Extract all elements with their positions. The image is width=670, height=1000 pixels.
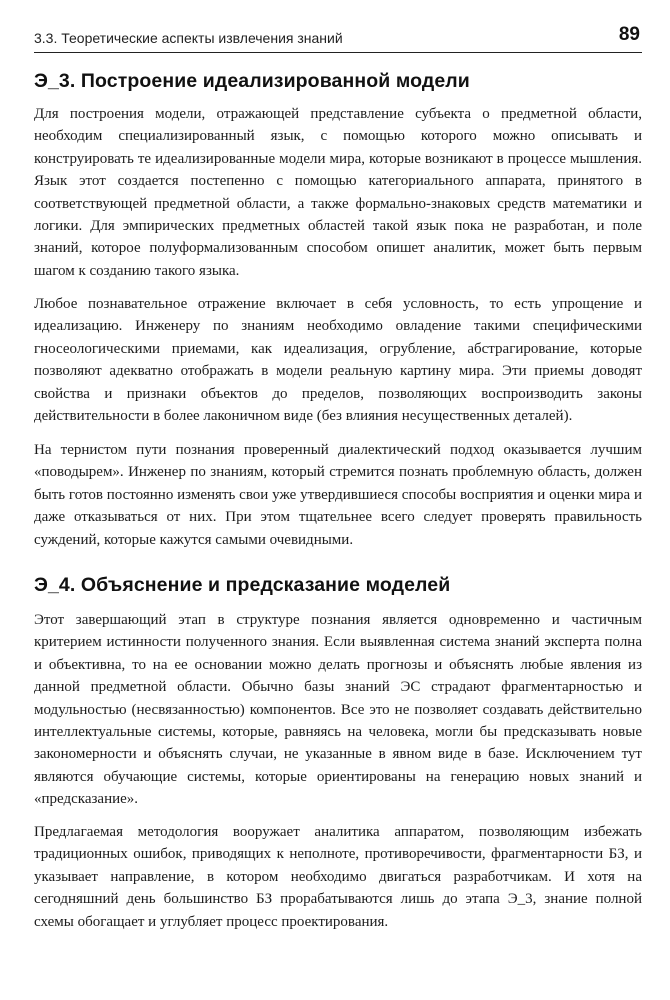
section-heading-e4: Э_4. Объяснение и предсказание моделей [34, 574, 451, 596]
paragraph: Любое познавательное отражение включает в себя условность, то есть упрощение и идеализацию. Инженеру по знаниям необходимо овладение такими специфическими гносеологическими приемами, как идеализация, огрубление, абстрагирование, которые позволяют адекватно отображать в модели реальную картину мира. Эти приемы доводят свойства и признаки объектов до пределов, позволяющих воспроизводить законы действительности в более лаконичном виде (без влияния несущественных деталей). [34, 296, 642, 425]
running-header [34, 22, 642, 53]
running-title: 3.3. Теоретические аспекты извлечения знаний [34, 30, 343, 46]
section-heading-e3: Э_3. Построение идеализированной модели [34, 70, 470, 92]
paragraph: На тернистом пути познания проверенный диалектический подход оказывается лучшим «поводырем». Инженер по знаниям, который стремится познать проблемную область, должен быть готов постоянно изменять свои уже утвердившиеся способы восприятия и оценки мира и даже отказываться от них. При этом тщательнее всего следует проверять правильность суждений, которые кажутся самыми очевидными. [34, 442, 642, 548]
paragraph: Предлагаемая методология вооружает аналитика аппаратом, позволяющим избежать традиционных ошибок, приводящих к неполноте, противоречивости, фрагментарности БЗ, и указывает направление, в котором необходимо двигаться разработчикам. И хотя на сегодняшний день большинство БЗ прорабатываются лишь до этапа Э_3, знание полной схемы обогащает и углубляет процесс проектирования. [34, 824, 642, 930]
paragraph: Этот завершающий этап в структуре познания является одновременно и частичным критерием истинности полученного знания. Если выявленная система знаний эксперта полна и объективна, то на ее основании можно делать прогнозы и объяснять любые явления из данной предметной области. Обычно базы знаний ЭС страдают фрагментарностью и модульностью (несвязанностью) компонентов. Все это не позволяет создавать действительно интеллектуальные системы, которые, равняясь на человека, могли бы предсказывать новые закономерности и объяснять случаи, не указанные в явном виде в базе. Исключением тут являются обучающие системы, которые ориентированы на генерацию новых знаний и «предсказание». [34, 612, 642, 808]
paragraph: Для построения модели, отражающей представление субъекта о предметной области, необходим специализированный язык, с помощью которого можно описывать и конструировать те идеализированные модели мира, которые возникают в процессе мышления. Язык этот создается постепенно с помощью категориального аппарата, принятого в соответствующей предметной области, а также формально-знаковых средств математики и логики. Для эмпирических предметных областей такой язык пока не разработан, и поле знаний, которое полуформализованным способом опишет аналитик, может быть первым шагом к созданию такого языка. [34, 106, 642, 279]
page-number: 89 [618, 24, 640, 45]
